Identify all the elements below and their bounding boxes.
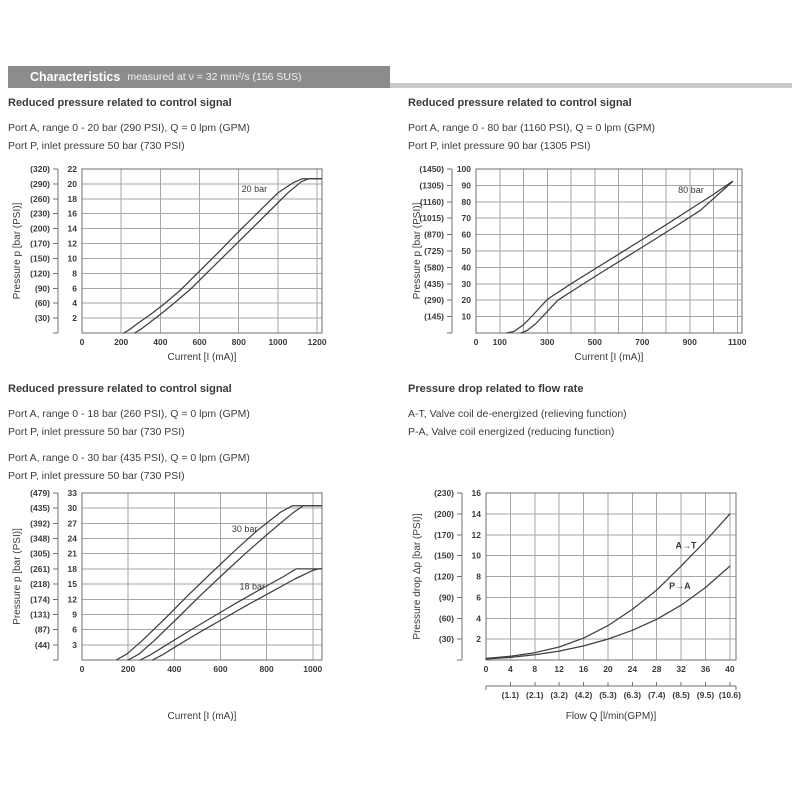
x-tick: 40: [725, 664, 735, 674]
y-tick-psi: (305): [30, 548, 50, 559]
y-tick-psi: (170): [30, 238, 50, 249]
y-tick-psi: (435): [30, 503, 50, 514]
y-tick-bar: 15: [67, 579, 77, 590]
chart-block-pressure-drop-flow: [408, 383, 800, 731]
x-tick: 300: [540, 337, 555, 347]
x-tick: 700: [635, 337, 650, 347]
y-axis-title: Pressure p [bar (PSI)]: [12, 202, 23, 300]
y-tick-bar: 24: [67, 533, 77, 544]
x-tick: 16: [578, 664, 589, 674]
curve-annotation: 18 bar: [239, 581, 266, 592]
y-tick-psi: (870): [424, 229, 444, 240]
x-tick: 400: [153, 337, 168, 347]
x-tick: 800: [259, 664, 274, 674]
y-tick-psi: (230): [434, 488, 454, 498]
y-tick-bar: 60: [461, 229, 471, 240]
section-header-bar: [8, 66, 390, 88]
y-tick-bar: 12: [67, 238, 77, 249]
y-axis-title: Pressure drop Δp [bar (PSI)]: [412, 513, 423, 640]
x-tick: 0: [483, 664, 489, 674]
y-tick-bar: 10: [67, 253, 77, 264]
x-axis-title: Flow Q [l/min(GPM)]: [565, 711, 657, 722]
x-tick-gpm: (2.1): [526, 690, 544, 700]
x-axis-title: Current [I (mA)]: [167, 711, 237, 722]
test-conditions: [408, 118, 800, 154]
pressure-vs-current-chart-20bar: [8, 161, 400, 373]
series-line-0: [507, 181, 733, 333]
chart-block-text: [8, 97, 400, 161]
x-axis-title: Current [I (mA)]: [167, 352, 237, 363]
x-tick: 1000: [268, 337, 288, 347]
section-header-tail-rule: [390, 83, 792, 88]
y-tick-psi: (150): [30, 253, 50, 264]
y-tick-psi: (1015): [419, 213, 444, 224]
y-tick-bar: 50: [461, 246, 471, 256]
y-tick-psi: (60): [438, 613, 454, 624]
reduced-pressure-18-30bar-svg: [8, 481, 400, 731]
condition-line: Port A, range 0 - 20 bar (290 PSI), Q = 0 lpm (GPM): [8, 122, 250, 134]
series-lines: [116, 506, 321, 660]
y-tick-bar: 18: [67, 193, 77, 204]
chart-block-reduced-pressure-80bar: [408, 97, 800, 373]
y-tick-bar: 14: [67, 223, 77, 234]
chart-block-text: [8, 383, 400, 481]
x-tick: 600: [192, 337, 207, 347]
plot-frame: [82, 169, 322, 333]
series-line-0: [116, 506, 321, 660]
y-tick-bar: 3: [72, 639, 77, 650]
pressure-drop-vs-flow-chart: [408, 481, 800, 731]
x-tick: 4: [508, 664, 513, 674]
curve-annotation: 80 bar: [678, 184, 704, 195]
y-tick-psi: (120): [30, 268, 50, 279]
section-title: Characteristics: [30, 70, 121, 84]
y-tick-psi: (44): [34, 639, 50, 650]
y-tick-psi: (580): [424, 262, 444, 273]
condition-line: A-T, Valve coil de-energized (relieving function): [408, 408, 627, 420]
y-tick-psi: (60): [34, 298, 50, 309]
x-axis: [474, 337, 747, 347]
y-tick-psi: (150): [434, 550, 454, 561]
x-tick-gpm: (10.6): [718, 690, 742, 700]
y-tick-bar: 10: [471, 550, 481, 561]
chart-grid: [486, 493, 736, 660]
series-line-1: [128, 506, 321, 660]
condition-line: Port P, inlet pressure 90 bar (1305 PSI): [408, 140, 591, 152]
y-tick-bar: 21: [67, 548, 77, 559]
y-tick-bar: 30: [67, 503, 77, 514]
y-tick-bar: 80: [461, 196, 471, 207]
x-tick-gpm: (9.5): [696, 690, 715, 700]
curve-annotation: 20 bar: [241, 184, 268, 195]
test-conditions: [408, 404, 800, 440]
test-conditions: [8, 118, 400, 154]
y-tick-bar: 9: [72, 609, 77, 620]
condition-line: Port P, inlet pressure 50 bar (730 PSI): [8, 470, 185, 482]
test-conditions: [8, 404, 400, 440]
x-tick: 20: [603, 664, 613, 674]
y-tick-psi: (435): [424, 278, 444, 289]
chart-title: Reduced pressure related to control signal: [408, 97, 632, 109]
y-tick-psi: (218): [30, 579, 50, 590]
y-tick-psi: (1305): [419, 180, 444, 191]
y-axis: [30, 488, 77, 660]
test-conditions: [8, 448, 400, 484]
x-tick: 800: [231, 337, 246, 347]
series-line-0: [124, 179, 322, 333]
series-line-1: [135, 179, 322, 333]
curve-annotation: A→T: [675, 540, 697, 551]
y-tick-bar: 14: [471, 508, 481, 519]
y-tick-bar: 2: [72, 313, 77, 324]
condition-line: Port A, range 0 - 80 bar (1160 PSI), Q = 0 lpm (GPM): [408, 122, 655, 134]
chart-block-reduced-pressure-20bar: [8, 97, 400, 373]
chart-title: Pressure drop related to flow rate: [408, 383, 584, 395]
x-tick: 200: [121, 664, 136, 674]
y-tick-bar: 16: [67, 208, 77, 219]
series-lines: [124, 179, 322, 333]
x-tick-gpm: (4.2): [574, 690, 593, 700]
y-tick-bar: 4: [72, 298, 77, 309]
y-tick-psi: (200): [30, 223, 50, 234]
y-tick-bar: 27: [67, 518, 77, 529]
x-axis: [80, 664, 323, 674]
x-tick: 8: [532, 664, 538, 674]
x-tick: 1200: [307, 337, 327, 347]
y-tick-psi: (174): [30, 594, 50, 605]
curve-annotation: 30 bar: [231, 523, 258, 534]
y-tick-bar: 18: [67, 563, 77, 574]
y-tick-psi: (200): [434, 508, 454, 519]
y-tick-bar: 16: [471, 488, 481, 498]
condition-line: Port P, inlet pressure 50 bar (730 PSI): [8, 426, 185, 438]
chart-block-reduced-pressure-18-30bar: [8, 383, 400, 731]
y-tick-bar: 4: [476, 613, 481, 624]
y-tick-bar: 8: [72, 268, 77, 279]
y-tick-psi: (290): [30, 178, 50, 189]
section-subtitle: measured at ν = 32 mm²/s (156 SUS): [127, 71, 302, 83]
x-tick-gpm: (3.2): [550, 690, 568, 700]
y-tick-bar: 12: [67, 594, 77, 605]
chart-block-text: [408, 383, 800, 481]
y-tick-bar: 12: [471, 529, 481, 540]
y-tick-psi: (1450): [419, 164, 444, 174]
chart-block-text: [408, 97, 800, 161]
y-tick-bar: 20: [67, 178, 77, 189]
y-tick-bar: 10: [461, 311, 471, 322]
y-tick-psi: (725): [424, 246, 444, 256]
condition-line: Port P, inlet pressure 50 bar (730 PSI): [8, 140, 185, 152]
y-tick-psi: (30): [438, 634, 454, 645]
series-line-1: [521, 182, 732, 333]
x-tick-gpm: (8.5): [672, 690, 690, 700]
chart-title: Reduced pressure related to control signal: [8, 97, 232, 109]
y-axis: [30, 164, 77, 333]
x-tick: 1000: [303, 664, 323, 674]
y-tick-psi: (131): [30, 609, 50, 620]
reduced-pressure-80bar-svg: [408, 161, 800, 373]
x-axis: [80, 337, 327, 347]
x-tick: 500: [587, 337, 602, 347]
y-tick-bar: 33: [67, 488, 77, 498]
y-tick-bar: 20: [461, 295, 471, 306]
x-tick: 28: [651, 664, 662, 674]
y-tick-bar: 90: [461, 180, 471, 191]
x-tick: 100: [492, 337, 507, 347]
y-tick-bar: 8: [476, 571, 481, 582]
y-tick-psi: (90): [438, 592, 454, 603]
chart-title: Reduced pressure related to control signal: [8, 383, 232, 395]
series-lines: [507, 181, 733, 333]
x-tick-gpm: (5.3): [599, 690, 617, 700]
curve-annotation: P→A: [669, 581, 691, 592]
y-tick-bar: 6: [72, 624, 77, 635]
pressure-vs-current-chart-18-30bar: [8, 481, 400, 731]
x-tick: 12: [554, 664, 564, 674]
x-tick: 36: [700, 664, 711, 674]
y-tick-psi: (290): [424, 295, 444, 306]
y-axis: [434, 488, 481, 660]
y-tick-psi: (479): [30, 488, 50, 498]
y-tick-bar: 6: [476, 592, 481, 603]
condition-line: P-A, Valve coil energized (reducing function): [408, 426, 615, 438]
y-tick-bar: 6: [72, 283, 77, 294]
y-axis-title: Pressure p [bar (PSI)]: [12, 528, 23, 625]
x-tick-gpm: (1.1): [501, 690, 520, 700]
condition-line: Port A, range 0 - 30 bar (435 PSI), Q = 0 lpm (GPM): [8, 452, 250, 464]
x-tick: 24: [627, 664, 638, 674]
y-tick-psi: (120): [434, 571, 454, 582]
x-tick: 0: [79, 664, 85, 674]
x-tick-gpm: (7.4): [647, 690, 666, 700]
pressure-vs-current-chart-80bar: [408, 161, 800, 373]
y-tick-psi: (170): [434, 529, 454, 540]
pressure-drop-flow-svg: [408, 481, 800, 731]
y-tick-psi: (392): [30, 518, 50, 529]
y-tick-bar: 70: [461, 213, 471, 224]
x-tick: 1100: [728, 337, 747, 347]
y-tick-bar: 2: [476, 634, 481, 645]
y-tick-psi: (348): [30, 533, 50, 544]
y-axis-title: Pressure p [bar (PSI)]: [412, 202, 423, 300]
y-tick-bar: 30: [461, 278, 471, 289]
section-header: [8, 66, 792, 88]
y-tick-psi: (1160): [419, 196, 444, 207]
y-tick-bar: 40: [461, 262, 471, 273]
x-tick: 900: [682, 337, 697, 347]
x-axis: [484, 664, 742, 700]
y-axis: [419, 164, 471, 333]
condition-line: Port A, range 0 - 18 bar (260 PSI), Q = 0 lpm (GPM): [8, 408, 250, 420]
x-axis-title: Current [I (mA)]: [574, 352, 644, 363]
y-tick-psi: (261): [30, 563, 50, 574]
y-tick-psi: (320): [30, 164, 50, 174]
y-tick-bar: 100: [456, 164, 471, 174]
x-tick: 0: [473, 337, 479, 347]
y-tick-psi: (90): [34, 283, 50, 294]
x-tick: 0: [79, 337, 85, 347]
x-tick: 200: [114, 337, 129, 347]
y-tick-psi: (260): [30, 193, 50, 204]
x-tick: 600: [213, 664, 228, 674]
y-tick-psi: (30): [34, 313, 50, 324]
x-tick-gpm: (6.3): [623, 690, 642, 700]
x-tick: 32: [676, 664, 686, 674]
reduced-pressure-20bar-svg: [8, 161, 400, 373]
y-tick-psi: (230): [30, 208, 50, 219]
x-tick: 400: [167, 664, 182, 674]
y-tick-psi: (87): [34, 624, 50, 635]
y-tick-bar: 22: [67, 164, 77, 174]
chart-grid: [82, 169, 322, 333]
y-tick-psi: (145): [424, 311, 444, 322]
